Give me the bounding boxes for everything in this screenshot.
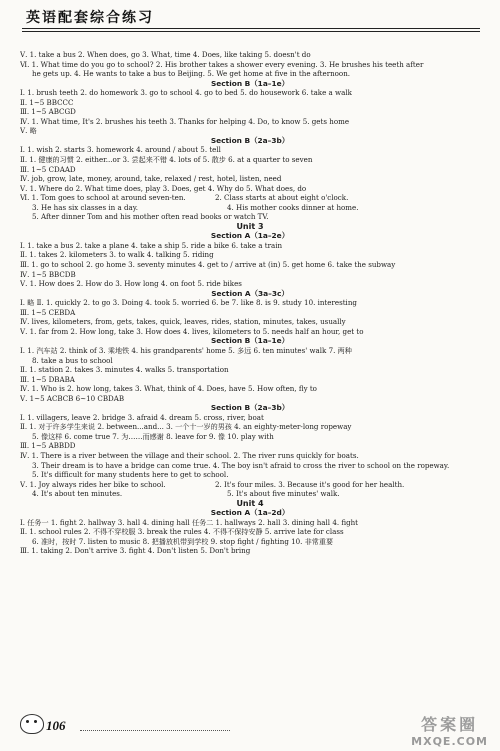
answer-col-left: 3. He has six classes in a day. [32,202,139,212]
section-heading: Section B（2a–3b） [210,135,290,145]
answer-line: Ⅴ. 1. How does 2. How do 3. How long 4. on foot 5. ride bikes [20,279,242,289]
section-heading: Section B（1a–1e） [210,78,290,88]
answer-line: Ⅱ. 1. 健康的习惯 2. either...or 3. 尝起来不错 4. lots of 5. 散步 6. at a quarter to seven [20,155,313,165]
answer-line: Ⅳ. 1. Who is 2. how long, takes 3. What, think of 4. Does, have 5. How often, fly to [20,384,317,394]
answer-line: Ⅲ. 1~5 CEBDA [20,307,76,317]
answer-line: Ⅲ. 1~5 DBABA [20,374,75,384]
answer-col-right: 4. His mother cooks dinner at home. [227,202,359,212]
answer-line: Ⅳ. job, grow, late, money, around, take, relaxed / rest, hotel, listen, need [20,174,282,184]
section-heading: Section A（3a–3c） [211,288,289,298]
answer-line: Ⅴ. 1. take a bus 2. When does, go 3. What, time 4. Does, like taking 5. doesn't do [20,50,311,59]
section-heading: Unit 4 [236,498,264,508]
answer-line: Ⅳ. 1. What time, It's 2. brushes his teeth 3. Thanks for helping 4. Do, to know 5. gets home [20,116,350,126]
answer-line: 3. Their dream is to have a bridge can come true. 4. The boy isn't afraid to cross the river to school on the ropeway. [32,460,450,470]
answer-col-left: Ⅴ. 1. Joy always rides her bike to school. [20,479,166,489]
answer-col-right: 2. Class starts at about eight o'clock. [215,193,349,203]
answer-line: Ⅲ. 1~5 CDAAD [20,164,76,174]
answer-line: Ⅰ. 任务一 1. fight 2. hallway 3. hall 4. dining hall 任务二 1. hallways 2. hall 3. dining hall 4. fight [20,517,359,527]
book-title: 英语配套综合练习 [26,10,154,26]
section-heading: Section A（1a–2d） [210,508,290,518]
answer-line: Ⅳ. lives, kilometers, from, gets, takes, quick, leaves, rides, station, minutes, takes, usually [20,317,346,327]
answer-line: Ⅴ. 1. far from 2. How long, take 3. How does 4. lives, kilometers to 5. needs half an hour, get to [20,326,364,336]
section-heading: Unit 3 [236,221,264,231]
answer-line: Ⅱ. 1. school rules 2. 不得不穿校服 3. break the rules 4. 不得不保持安静 5. arrive late for class [20,527,344,537]
answer-line: Ⅰ. 1. 汽车站 2. think of 3. 乘地铁 4. his grandparents' home 5. 多远 6. ten minutes' walk 7. 两种 [20,345,352,355]
answer-line: 5. It's difficult for many students here to get to school. [32,470,229,480]
answer-line: 5. 像这样 6. come true 7. 为……而感谢 8. leave for 9. 像 10. play with [32,431,274,441]
answer-line: Ⅰ. 1. villagers, leave 2. bridge 3. afraid 4. dream 5. cross, river, boat [20,412,264,422]
page-header [22,4,480,32]
mascot-icon [20,714,44,734]
section-heading: Section A（1a–2e） [210,231,290,241]
page-number: 106 [46,718,66,733]
answer-line [20,193,480,203]
page-footer [20,712,490,748]
answer-col-right: 5. It's about five minutes' walk. [227,489,340,499]
answer-line: he gets up. 4. He wants to take a bus to Beijing. 5. We get home at five in the afternoon. [32,69,351,79]
answer-col-left: Ⅵ. 1. Tom goes to school at around seven-ten. [20,193,186,203]
answer-line: Ⅳ. 1. There is a river between the village and their school. 2. The river runs quickly for boats. [20,450,359,460]
answer-line: Ⅱ. 1. takes 2. kilometers 3. to walk 4. talking 5. riding [20,250,214,260]
answer-line: Ⅲ. 1~5 ABCGD [20,107,76,117]
answer-line: Ⅵ. 1. What time do you go to school? 2. His brother takes a shower every evening. 3. He brushes his teeth after [20,59,424,69]
answer-line: Ⅲ. 1. taking 2. Don't arrive 3. fight 4. Don't listen 5. Don't bring [20,546,251,556]
answer-line: Ⅱ. 1. 对于许多学生来说 2. between...and... 3. 一个十一岁的男孩 4. an eighty-meter-long ropeway [20,422,352,432]
answer-line: Ⅱ. 1~5 BBCCC [20,97,74,107]
answer-line [20,489,480,499]
answer-col-right: 2. It's four miles. 3. Because it's good for her health. [215,479,405,489]
answer-line [20,480,480,490]
watermark-line2: MXQE.COM [411,735,488,748]
answer-line: Ⅳ. 1~5 BBCDB [20,269,76,279]
answer-line: 6. 准时，按时 7. listen to music 8. 把播放机带到学校 9. stop fight / fighting 10. 非常重要 [32,536,334,546]
answer-line: Ⅰ. 1. wish 2. starts 3. homework 4. around / about 5. tell [20,145,221,155]
header-rule-thin [22,31,480,32]
answer-line: Ⅲ. 1. go to school 2. go home 3. seventy minutes 4. get to / arrive at (in) 5. get home 6. take the subway [20,260,396,270]
answer-key-content [20,50,480,556]
answer-line: Ⅴ. 略 [20,126,37,136]
section-heading: Section B（1a–1e） [210,336,290,346]
answer-line: Ⅰ. 1. take a bus 2. take a plane 4. take a ship 5. ride a bike 6. take a train [20,240,283,250]
answer-line: Ⅴ. 1. Where do 2. What time does, play 3. Does, get 4. Why do 5. What does, do [20,183,307,193]
header-rule [22,28,480,29]
section-heading: Section B（2a–3b） [210,403,290,413]
watermark-line1: 答案圈 [421,715,479,734]
answer-line: Ⅴ. 1~5 ACBCB 6~10 CBDAB [20,393,125,403]
watermark-logo [411,712,488,748]
answer-line: 8. take a bus to school [32,355,113,365]
answer-line [20,203,480,213]
answer-line: 5. After dinner Tom and his mother often read books or watch TV. [32,212,269,222]
footer-dotted-rule [80,730,230,731]
answer-line: Ⅱ. 1. station 2. takes 3. minutes 4. walks 5. transportation [20,365,229,375]
answer-line: Ⅰ. 略 Ⅱ. 1. quickly 2. to go 3. Doing 4. took 5. worried 6. be 7. like 8. is 9. study 10. interesting [20,298,357,308]
answer-col-left: 4. It's about ten minutes. [32,489,123,499]
answer-line: Ⅰ. 1. brush teeth 2. do homework 3. go to school 4. go to bed 5. do housework 6. take a walk [20,88,352,98]
answer-line: Ⅲ. 1~5 ABBDD [20,441,76,451]
